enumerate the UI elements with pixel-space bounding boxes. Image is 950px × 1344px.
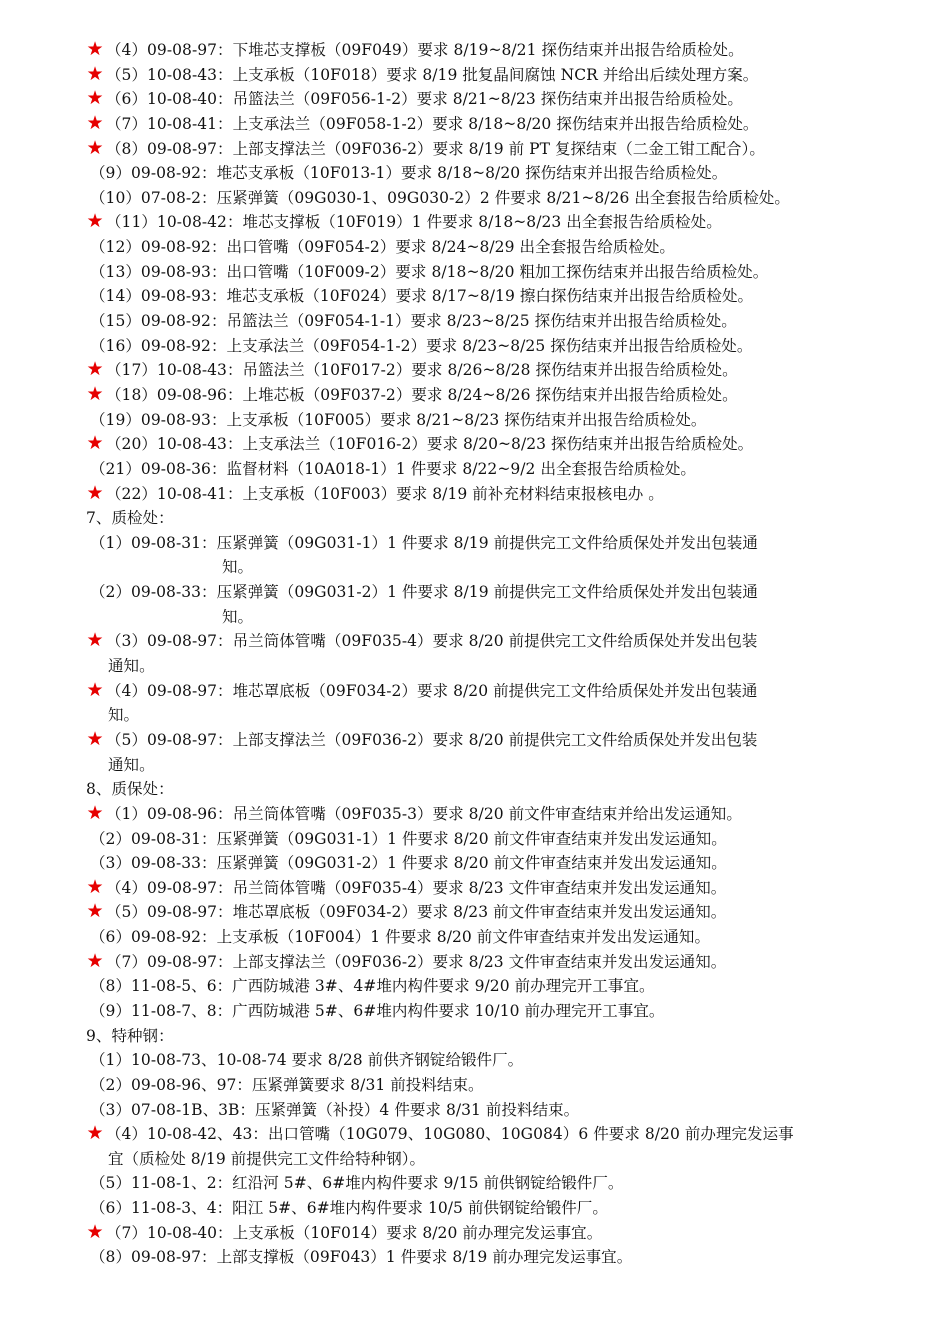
list-item <box>86 531 886 556</box>
list-item-text: 7、质检处： <box>86 509 174 528</box>
priority-star-icon: ★ <box>86 87 104 110</box>
list-item-continuation <box>86 703 886 728</box>
list-item <box>86 186 886 211</box>
list-item-text: （18）09-08-96：上堆芯板（09F037-2）要求 8/24~8/26 探伤结束并出报告给质检处。 <box>106 385 738 404</box>
list-item-text: （2）09-08-33：压紧弹簧（09G031-2）1 件要求 8/19 前提供完工文件给质保处并发出包装通 <box>90 583 758 602</box>
priority-star-icon: ★ <box>86 111 104 134</box>
list-item-text: （1）09-08-31：压紧弹簧（09G031-1）1 件要求 8/19 前提供完工文件给质保处并发出包装通 <box>90 533 758 552</box>
list-item <box>86 900 886 925</box>
list-item-text: 9、特种钢： <box>86 1026 174 1045</box>
priority-star-icon: ★ <box>86 432 104 455</box>
priority-star-icon: ★ <box>86 136 104 159</box>
list-item <box>86 1073 886 1098</box>
list-item-continuation <box>86 654 886 679</box>
list-item-text: （9）09-08-92：堆芯支承板（10F013-1）要求 8/18~8/20 探伤结束并出报告给质检处。 <box>90 164 728 183</box>
list-item <box>86 1221 886 1246</box>
list-item-text: （14）09-08-93：堆芯支承板（10F024）要求 8/17~8/19 擦白探伤结束并出报告给质检处。 <box>90 287 754 306</box>
list-item <box>86 802 886 827</box>
list-item <box>86 1245 886 1270</box>
list-item-text: （4）09-08-97：吊兰筒体管嘴（09F035-4）要求 8/23 文件审查结束并发出发运通知。 <box>106 878 727 897</box>
list-item-text: （15）09-08-92：吊篮法兰（09F054-1-1）要求 8/23~8/25 探伤结束并出报告给质检处。 <box>90 312 737 331</box>
list-item <box>86 482 886 507</box>
list-item <box>86 1171 886 1196</box>
list-item <box>86 137 886 162</box>
priority-star-icon: ★ <box>86 900 104 923</box>
list-item <box>86 284 886 309</box>
list-item-text: （6）09-08-92：上支承板（10F004）1 件要求 8/20 前文件审查结束并发出发运通知。 <box>90 928 711 947</box>
list-item-continuation <box>86 1147 886 1172</box>
list-item <box>86 63 886 88</box>
priority-star-icon: ★ <box>86 1220 104 1243</box>
list-item-text: （8）11-08-5、6：广西防城港 3#、4#堆内构件要求 9/20 前办理完开工事宜。 <box>90 977 655 996</box>
priority-star-icon: ★ <box>86 629 104 652</box>
list-item-text: （4）09-08-97：下堆芯支撑板（09F049）要求 8/19~8/21 探伤结束并出报告给质检处。 <box>106 41 744 59</box>
section-heading <box>86 506 886 531</box>
priority-star-icon: ★ <box>86 801 104 824</box>
list-item <box>86 408 886 433</box>
list-item-text: （2）09-08-96、97：压紧弹簧要求 8/31 前投料结束。 <box>90 1075 484 1094</box>
list-item <box>86 950 886 975</box>
list-item <box>86 383 886 408</box>
list-item <box>86 827 886 852</box>
list-item <box>86 358 886 383</box>
list-item-text: （1）09-08-96：吊兰筒体管嘴（09F035-3）要求 8/20 前文件审查结束并给出发运通知。 <box>106 804 742 823</box>
priority-star-icon: ★ <box>86 210 104 233</box>
list-item-text: （4）10-08-42、43：出口管嘴（10G079、10G080、10G084）6 件要求 8/20 前办理完发运事 <box>106 1125 794 1144</box>
list-item-text: （16）09-08-92：上支承法兰（09F054-1-2）要求 8/23~8/25 探伤结束并出报告给质检处。 <box>90 336 753 355</box>
list-item-text: （17）10-08-43：吊篮法兰（10F017-2）要求 8/26~8/28 探伤结束并出报告给质检处。 <box>106 361 738 380</box>
list-item-continuation <box>86 753 886 778</box>
list-item-continuation <box>86 605 886 630</box>
list-item <box>86 1048 886 1073</box>
list-item <box>86 876 886 901</box>
list-item-text: （4）09-08-97：堆芯罩底板（09F034-2）要求 8/20 前提供完工文件给质保处并发出包装通 <box>106 681 758 700</box>
list-item-continuation-text: 通知。 <box>108 657 155 676</box>
list-item-text: （7）09-08-97：上部支撑法兰（09F036-2）要求 8/23 文件审查结束并发出发运通知。 <box>106 952 727 971</box>
list-item <box>86 309 886 334</box>
list-item <box>86 1098 886 1123</box>
list-item-text: （11）10-08-42：堆芯支撑板（10F019）1 件要求 8/18~8/23 出全套报告给质检处。 <box>106 213 722 232</box>
section-heading <box>86 1024 886 1049</box>
list-item-text: （5）09-08-97：上部支撑法兰（09F036-2）要求 8/20 前提供完工文件给质保处并发出包装 <box>106 730 758 749</box>
list-item <box>86 334 886 359</box>
list-item-text: （5）09-08-97：堆芯罩底板（09F034-2）要求 8/23 前文件审查结束并发出发运通知。 <box>106 903 727 922</box>
list-item <box>86 87 886 112</box>
list-item-continuation-text: 知。 <box>108 706 140 725</box>
list-item <box>86 974 886 999</box>
document-body <box>86 38 886 1270</box>
list-item-continuation-text: 宜（质检处 8/19 前提供完工文件给特种钢）。 <box>108 1149 426 1168</box>
list-item-text: （10）07-08-2：压紧弹簧（09G030-1、09G030-2）2 件要求 8/21~8/26 出全套报告给质检处。 <box>90 188 790 207</box>
list-item <box>86 112 886 137</box>
list-item-continuation-text: 知。 <box>222 607 254 626</box>
section-heading <box>86 777 886 802</box>
list-item <box>86 210 886 235</box>
list-item <box>86 260 886 285</box>
list-item-text: （8）09-08-97：上部支撑板（09F043）1 件要求 8/19 前办理完发运事宜。 <box>90 1248 633 1267</box>
priority-star-icon: ★ <box>86 38 104 60</box>
list-item-continuation-text: 通知。 <box>108 755 155 774</box>
list-item-text: （20）10-08-43：上支承法兰（10F016-2）要求 8/20~8/23 探伤结束并出报告给质检处。 <box>106 435 754 454</box>
priority-star-icon: ★ <box>86 62 104 85</box>
priority-star-icon: ★ <box>86 727 104 750</box>
list-item-continuation-text: 知。 <box>222 558 254 577</box>
list-item-text: （5）11-08-1、2：红沿河 5#、6#堆内构件要求 9/15 前供钢锭给锻件厂。 <box>90 1174 624 1193</box>
list-item-text: （7）10-08-41：上支承法兰（09F058-1-2）要求 8/18~8/20 探伤结束并出报告给质检处。 <box>106 114 759 133</box>
list-item <box>86 999 886 1024</box>
list-item-text: （22）10-08-41：上支承板（10F003）要求 8/19 前补充材料结束报核电办 。 <box>106 484 664 503</box>
list-item-text: （8）09-08-97：上部支撑法兰（09F036-2）要求 8/19 前 PT 复探结束（二金工钳工配合）。 <box>106 139 765 158</box>
list-item-continuation <box>86 555 886 580</box>
priority-star-icon: ★ <box>86 358 104 381</box>
list-item <box>86 161 886 186</box>
list-item-text: （9）11-08-7、8：广西防城港 5#、6#堆内构件要求 10/10 前办理完开工事宜。 <box>90 1001 665 1020</box>
list-item-text: （1）10-08-73、10-08-74 要求 8/28 前供齐钢锭给锻件厂。 <box>90 1051 524 1070</box>
list-item <box>86 432 886 457</box>
list-item <box>86 629 886 654</box>
list-item <box>86 851 886 876</box>
list-item-text: （5）10-08-43：上支承板（10F018）要求 8/19 批复晶间腐蚀 NCR 并给出后续处理方案。 <box>106 65 759 84</box>
list-item <box>86 1196 886 1221</box>
list-item <box>86 580 886 605</box>
list-item <box>86 679 886 704</box>
list-item-text: （3）09-08-33：压紧弹簧（09G031-2）1 件要求 8/20 前文件审查结束并发出发运通知。 <box>90 854 727 873</box>
list-item <box>86 1122 886 1147</box>
list-item-text: 8、质保处： <box>86 780 174 799</box>
list-item-text: （6）11-08-3、4：阳江 5#、6#堆内构件要求 10/5 前供钢锭给锻件厂。 <box>90 1199 608 1218</box>
list-item-text: （13）09-08-93：出口管嘴（10F009-2）要求 8/18~8/20 粗加工探伤结束并出报告给质检处。 <box>90 262 769 281</box>
list-item-text: （7）10-08-40：上支承板（10F014）要求 8/20 前办理完发运事宜。 <box>106 1223 603 1242</box>
priority-star-icon: ★ <box>86 382 104 405</box>
priority-star-icon: ★ <box>86 949 104 972</box>
list-item-text: （3）09-08-97：吊兰筒体管嘴（09F035-4）要求 8/20 前提供完工文件给质保处并发出包装 <box>106 632 758 651</box>
list-item <box>86 457 886 482</box>
priority-star-icon: ★ <box>86 678 104 701</box>
priority-star-icon: ★ <box>86 1122 104 1145</box>
list-item-text: （21）09-08-36：监督材料（10A018-1）1 件要求 8/22~9/2 出全套报告给质检处。 <box>90 459 696 478</box>
list-item-text: （19）09-08-93：上支承板（10F005）要求 8/21~8/23 探伤结束并出报告给质检处。 <box>90 410 707 429</box>
priority-star-icon: ★ <box>86 481 104 504</box>
list-item <box>86 235 886 260</box>
list-item-text: （6）10-08-40：吊篮法兰（09F056-1-2）要求 8/21~8/23 探伤结束并出报告给质检处。 <box>106 90 743 109</box>
list-item-text: （12）09-08-92：出口管嘴（09F054-2）要求 8/24~8/29 出全套报告给质检处。 <box>90 238 675 257</box>
list-item <box>86 38 886 63</box>
priority-star-icon: ★ <box>86 875 104 898</box>
list-item <box>86 728 886 753</box>
list-item <box>86 925 886 950</box>
list-item-text: （2）09-08-31：压紧弹簧（09G031-1）1 件要求 8/20 前文件审查结束并发出发运通知。 <box>90 829 727 848</box>
list-item-text: （3）07-08-1B、3B：压紧弹簧（补投）4 件要求 8/31 前投料结束。 <box>90 1100 580 1119</box>
